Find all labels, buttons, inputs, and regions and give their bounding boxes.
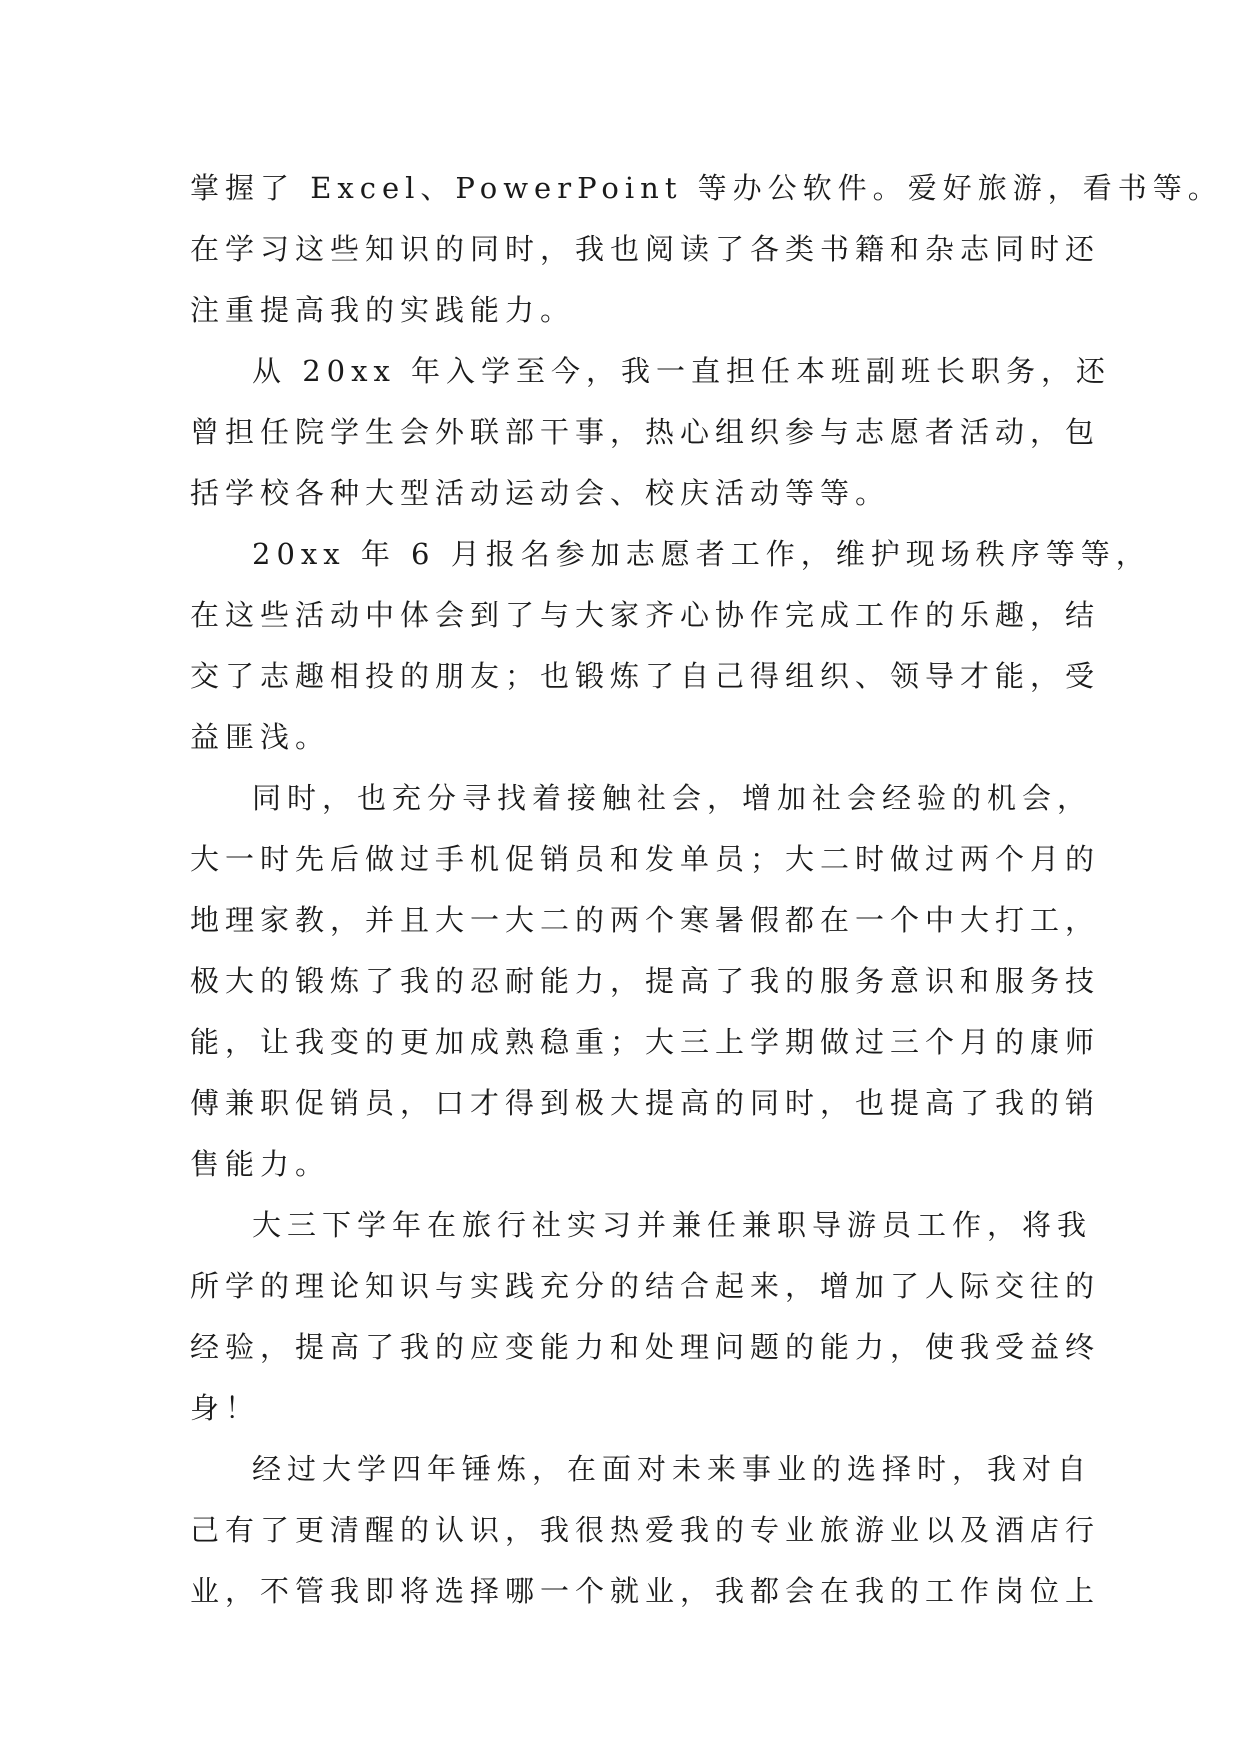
text-line: 曾担任院学生会外联部干事，热心组织参与志愿者活动，包 <box>190 415 1101 449</box>
text-line: 大三下学年在旅行社实习并兼任兼职导游员工作，将我 <box>252 1208 1093 1242</box>
text-line: 交了志趣相投的朋友；也锻炼了自己得组织、领导才能，受 <box>190 659 1101 693</box>
paragraph <box>190 1439 1101 1622</box>
text-line: 在学习这些知识的同时，我也阅读了各类书籍和杂志同时还 <box>190 232 1101 266</box>
paragraph <box>190 158 1223 341</box>
text-line: 所学的理论知识与实践充分的结合起来，增加了人际交往的 <box>190 1269 1101 1303</box>
paragraph <box>190 768 1101 1195</box>
text-line: 经过大学四年锤炼，在面对未来事业的选择时，我对自 <box>252 1452 1093 1486</box>
paragraph <box>190 524 1151 768</box>
text-line: 售能力。 <box>190 1147 331 1181</box>
text-line: 傅兼职促销员，口才得到极大提高的同时，也提高了我的销 <box>190 1086 1101 1120</box>
text-line: 业，不管我即将选择哪一个就业，我都会在我的工作岗位上 <box>190 1574 1101 1608</box>
text-line: 掌握了 Excel、PowerPoint 等办公软件。爱好旅游，看书等。 <box>190 171 1223 205</box>
text-line: 在这些活动中体会到了与大家齐心协作完成工作的乐趣，结 <box>190 598 1101 632</box>
text-line: 地理家教，并且大一大二的两个寒暑假都在一个中大打工， <box>190 903 1101 937</box>
text-line: 己有了更清醒的认识，我很热爱我的专业旅游业以及酒店行 <box>190 1513 1101 1547</box>
text-line: 身！ <box>190 1391 261 1425</box>
text-line: 大一时先后做过手机促销员和发单员；大二时做过两个月的 <box>190 842 1101 876</box>
text-line: 同时，也充分寻找着接触社会，增加社会经验的机会， <box>252 781 1093 815</box>
text-line: 能，让我变的更加成熟稳重；大三上学期做过三个月的康师 <box>190 1025 1101 1059</box>
document-body <box>190 158 1223 1622</box>
text-line: 20xx 年 6 月报名参加志愿者工作，维护现场秩序等等， <box>252 537 1151 571</box>
text-line: 注重提高我的实践能力。 <box>190 293 576 327</box>
text-line: 括学校各种大型活动运动会、校庆活动等等。 <box>190 476 891 510</box>
paragraph <box>190 341 1112 524</box>
text-line: 极大的锻炼了我的忍耐能力，提高了我的服务意识和服务技 <box>190 964 1101 998</box>
paragraph <box>190 1195 1101 1439</box>
text-line: 经验，提高了我的应变能力和处理问题的能力，使我受益终 <box>190 1330 1101 1364</box>
text-line: 从 20xx 年入学至今，我一直担任本班副班长职务，还 <box>252 354 1112 388</box>
text-line: 益匪浅。 <box>190 720 331 754</box>
